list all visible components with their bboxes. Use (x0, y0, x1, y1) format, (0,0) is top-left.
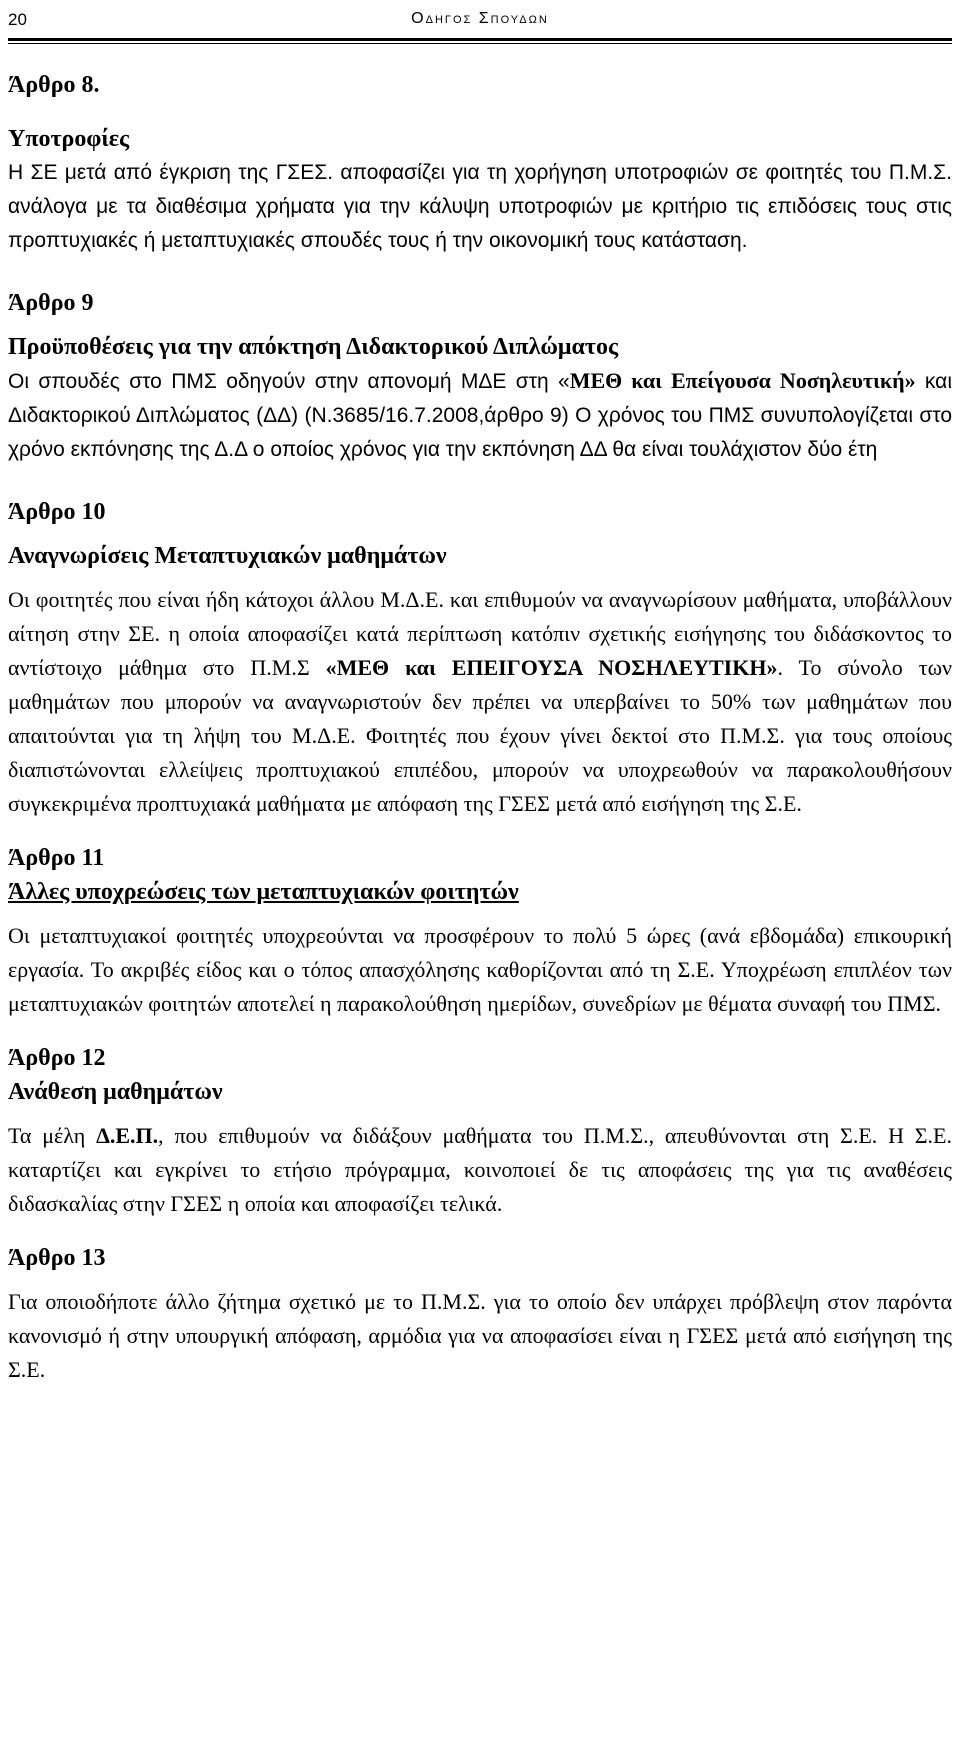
article-10-text-bold: «ΜΕΘ και ΕΠΕΙΓΟΥΣΑ ΝΟΣΗΛΕΥΤΙΚΗ» (325, 655, 778, 680)
article-12-text-bold: Δ.Ε.Π. (96, 1123, 159, 1148)
article-12-text-part-1: Τα μέλη (8, 1123, 97, 1148)
article-10-text (8, 583, 952, 821)
article-8-text: Η ΣΕ μετά από έγκριση της ΓΣΕΣ. αποφασίζει για τη χορήγηση υποτροφιών σε φοιτητές του Π.Μ.Σ. ανάλογα με τα διαθέσιμα χρήματα για την κάλυψη υποτροφιών με κριτήριο τις επιδόσεις τους στις προπτυχιακές ή μεταπτυχιακές σπουδές τους ή την οικονομική τους κατάσταση. (8, 161, 952, 252)
page-header (8, 0, 952, 46)
article-11-text: Οι μεταπτυχιακοί φοιτητές υποχρεούνται να προσφέρουν το πολύ 5 ώρες (ανά εβδομάδα) επικουρική εργασία. Το ακριβές είδος και ο τόπος απασχόλησης καθορίζονται από τη Σ.Ε. Υποχρέωση επιπλέον των μεταπτυχιακών φοιτητών αποτελεί η παρακολούθηση ημερίδων, συνεδρίων με θέματα συναφή του ΠΜΣ. (8, 923, 952, 1016)
article-9-text (8, 364, 952, 467)
article-11-subtitle: Άλλες υποχρεώσεις των μεταπτυχιακών φοιτητών (8, 879, 519, 905)
page-content (8, 68, 952, 1387)
article-10-text-part-2: . Το σύνολο των μαθημάτων που μπορούν να αναγνωριστούν δεν πρέπει να υπερβαίνει το 50% των μαθημάτων που απαιτούνται για τη λήψη του Μ.Δ.Ε. Φοιτητές που έχουν γίνει δεκτοί στο Π.Μ.Σ. για τους οποίους διαπιστώνονται ελλείψεις προπτυχιακού επιπέδου, μπορούν να υποχρεωθούν να παρακολουθήσουν συγκεκριμένα προπτυχιακά μαθήματα με απόφαση της ΓΣΕΣ μετά από εισήγηση της Σ.Ε. (8, 655, 953, 816)
article-8-subtitle: Υποτροφίες (8, 126, 130, 152)
article-10-title: Άρθρο 10 (8, 499, 106, 525)
article-12-title: Άρθρο 12 (8, 1045, 106, 1071)
article-9-title: Άρθρο 9 (8, 290, 94, 316)
page-number: 20 (8, 10, 27, 29)
article-11-title: Άρθρο 11 (8, 845, 105, 871)
article-9-text-part-1: Οι σπουδές στο ΠΜΣ οδηγούν στην απονομή ΜΔΕ στη « (8, 370, 570, 393)
document-page (8, 0, 952, 1739)
article-10-text-part-1: Οι φοιτητές που είναι ήδη κάτοχοι άλλου Μ.Δ.Ε. και επιθυμούν να αναγνωρίσουν μαθήματα, υποβάλλουν αίτηση στην ΣΕ. η οποία αποφασίζει κατά περίπτωση κατόπιν σχετικής εισήγησης του διδάσκοντος το αντίστοιχο μάθημα στο Π.Μ.Σ (8, 587, 952, 680)
article-10-subtitle: Αναγνωρίσεις Μεταπτυχιακών μαθημάτων (8, 543, 447, 569)
header-rule-thin (8, 43, 952, 44)
article-13-title: Άρθρο 13 (8, 1245, 106, 1271)
article-9-text-part-2: και Διδακτορικού Διπλώματος (ΔΔ) (Ν.3685/16.7.2008,άρθρο 9) Ο χρόνος του ΠΜΣ συνυπολογίζεται στο χρόνο εκπόνησης της Δ.Δ ο οποίος χρόνος για την εκπόνηση ΔΔ θα είναι τουλάχιστον δύο έτη (8, 370, 952, 461)
running-title: Οδηγος Σπουδων (411, 10, 549, 27)
article-9-text-bold: ΜΕΘ και Επείγουσα Νοσηλευτική» (569, 368, 916, 393)
article-8-title: Άρθρο 8. (8, 72, 100, 98)
article-12-text-part-2: , που επιθυμούν να διδάξουν μαθήματα του Π.Μ.Σ., απευθύνονται στη Σ.Ε. Η Σ.Ε. καταρτίζει και εγκρίνει το ετήσιο πρόγραμμα, κοινοποιεί δε τις αποφάσεις της για τις αναθέσεις διδασκαλίας στην ΓΣΕΣ η οποία και αποφασίζει τελικά. (8, 1123, 952, 1216)
header-rule-thick (8, 38, 952, 41)
article-12-subtitle: Ανάθεση μαθημάτων (8, 1079, 223, 1105)
article-9-subtitle: Προϋποθέσεις για την απόκτηση Διδακτορικού Διπλώματος (8, 334, 619, 360)
article-13-text: Για οποιοδήποτε άλλο ζήτημα σχετικό με το Π.Μ.Σ. για το οποίο δεν υπάρχει πρόβλεψη στον παρόντα κανονισμό ή στην υπουργική απόφαση, αρμόδια για να αποφασίσει είναι η ΓΣΕΣ μετά από εισήγηση της Σ.Ε. (8, 1289, 952, 1382)
article-12-text (8, 1119, 952, 1221)
